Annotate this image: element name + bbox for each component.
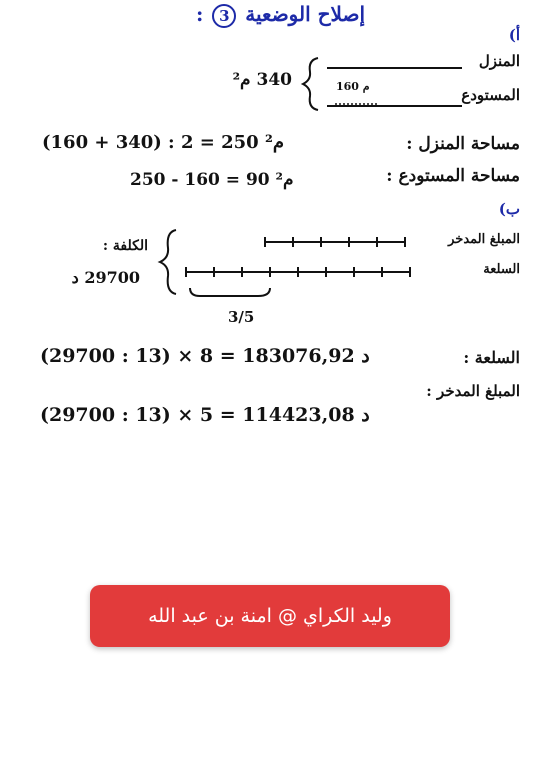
part2-label: ب)	[498, 200, 520, 218]
fraction-label: 3/5	[228, 308, 255, 326]
part1-brace	[303, 58, 318, 110]
eq3-expression: (29700 : 13) × 8 = 183076,92 د	[40, 345, 370, 367]
part2-row1-label: المبلغ المدخر	[448, 232, 520, 247]
part2-row2-label: السلعة	[483, 262, 520, 277]
underbrace	[190, 288, 270, 296]
eq1-label: مساحة المنزل :	[406, 134, 520, 154]
title-suffix: :	[195, 2, 204, 26]
part1-total: 340 م²	[232, 70, 292, 90]
eq4-label: المبلغ المدخر :	[426, 382, 520, 400]
eq2-label: مساحة المستودع :	[386, 166, 520, 186]
eq1-expression: (160 + 340) : 2 = 250 م²	[42, 132, 284, 153]
eq2-expression: 250 - 160 = 90 م²	[130, 170, 294, 190]
cost-label: الكلفة :	[102, 238, 148, 254]
author-banner-text: وليد الكراي @ امنة بن عبد الله	[148, 605, 392, 627]
warehouse-value: 160 م	[336, 80, 370, 93]
title-text: إصلاح الوضعية	[245, 2, 365, 26]
part1-row2-label: المستودع	[461, 86, 520, 104]
author-banner	[90, 585, 450, 647]
part1-row1-label: المنزل	[478, 52, 520, 70]
title-number-badge: 3	[212, 4, 236, 28]
eq4-expression: (29700 : 13) × 5 = 114423,08 د	[40, 404, 370, 426]
cost-total: 29700 د	[71, 268, 140, 287]
part1-label: أ)	[508, 26, 520, 44]
eq3-label: السلعة :	[463, 348, 520, 367]
part2-brace	[160, 230, 176, 294]
part1-diagram	[0, 0, 540, 120]
